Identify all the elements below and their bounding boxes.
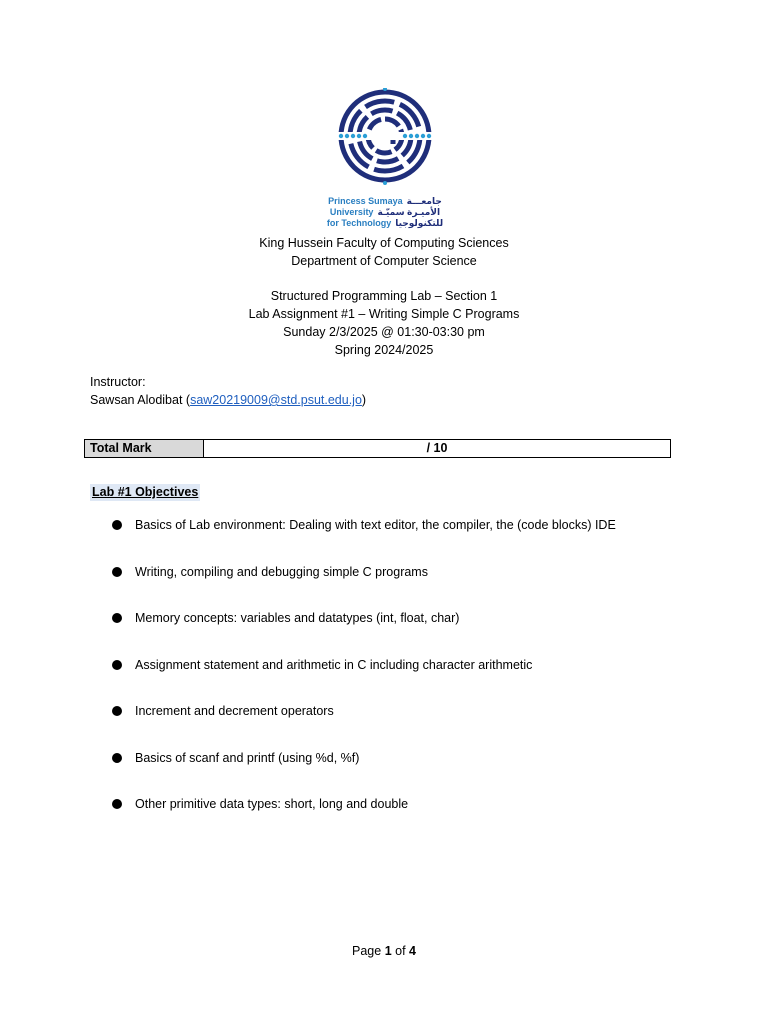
instructor-name-close: ) bbox=[361, 393, 367, 407]
logo-name-en-3: for Technology bbox=[326, 218, 392, 228]
bullet-icon bbox=[112, 706, 122, 716]
instructor-line bbox=[90, 391, 366, 409]
objective-text: Other primitive data types: short, long and double bbox=[135, 797, 409, 811]
instructor-name: Sawsan Alodibat ( bbox=[90, 393, 191, 407]
faculty-header bbox=[0, 234, 768, 270]
logo-name-en-2: University bbox=[329, 207, 374, 217]
of-word: of bbox=[395, 944, 406, 958]
objectives-heading: Lab #1 Objectives bbox=[92, 485, 199, 499]
objective-text: Basics of scanf and printf (using %d, %f) bbox=[135, 751, 360, 765]
total-mark-table bbox=[84, 439, 671, 458]
logo-name-ar-3: للتكنولوجيا bbox=[395, 218, 444, 228]
department-name: Department of Computer Science bbox=[291, 254, 477, 268]
bullet-icon bbox=[112, 520, 122, 530]
bullet-icon bbox=[112, 567, 122, 577]
bullet-icon bbox=[112, 753, 122, 763]
page-footer bbox=[0, 943, 768, 960]
objective-text: Memory concepts: variables and datatypes (int, float, char) bbox=[135, 611, 460, 625]
assignment-title: Lab Assignment #1 – Writing Simple C Programs bbox=[248, 307, 520, 321]
instructor-info bbox=[90, 373, 366, 409]
objective-text: Increment and decrement operators bbox=[135, 704, 334, 718]
total-mark-label: Total Mark bbox=[85, 440, 204, 457]
instructor-email-link[interactable]: saw20219009@std.psut.edu.jo bbox=[190, 393, 362, 407]
current-page-number: 1 bbox=[384, 944, 392, 958]
objective-text: Assignment statement and arithmetic in C including character arithmetic bbox=[135, 658, 533, 672]
total-mark-value: / 10 bbox=[426, 441, 448, 455]
objective-item bbox=[112, 750, 359, 766]
bullet-icon bbox=[112, 799, 122, 809]
course-info bbox=[0, 287, 768, 359]
page-word: Page bbox=[352, 944, 382, 958]
objective-text: Basics of Lab environment: Dealing with text editor, the compiler, the (code blocks) IDE bbox=[135, 518, 616, 532]
faculty-name: King Hussein Faculty of Computing Sciences bbox=[259, 236, 509, 250]
total-pages-number: 4 bbox=[409, 944, 416, 958]
lab-schedule: Sunday 2/3/2025 @ 01:30-03:30 pm bbox=[283, 325, 485, 339]
logo-name-en-1: Princess Sumaya bbox=[328, 196, 403, 206]
logo-name-ar-2: الأميـرة سميّـة bbox=[377, 207, 441, 217]
objective-item bbox=[112, 657, 532, 673]
course-title: Structured Programming Lab – Section 1 bbox=[270, 289, 498, 303]
objective-text: Writing, compiling and debugging simple C programs bbox=[135, 565, 428, 579]
university-logo bbox=[320, 88, 450, 238]
instructor-label: Instructor: bbox=[90, 375, 146, 389]
objective-item bbox=[112, 517, 616, 533]
objective-item bbox=[112, 610, 459, 626]
logo-name-ar-1: جامعـــة bbox=[406, 196, 442, 206]
objective-item bbox=[112, 796, 408, 812]
bullet-icon bbox=[112, 613, 122, 623]
university-emblem-icon bbox=[320, 88, 450, 196]
logo-wordmark bbox=[320, 196, 450, 229]
semester: Spring 2024/2025 bbox=[334, 343, 434, 357]
objective-item bbox=[112, 703, 334, 719]
objective-item bbox=[112, 564, 428, 580]
bullet-icon bbox=[112, 660, 122, 670]
